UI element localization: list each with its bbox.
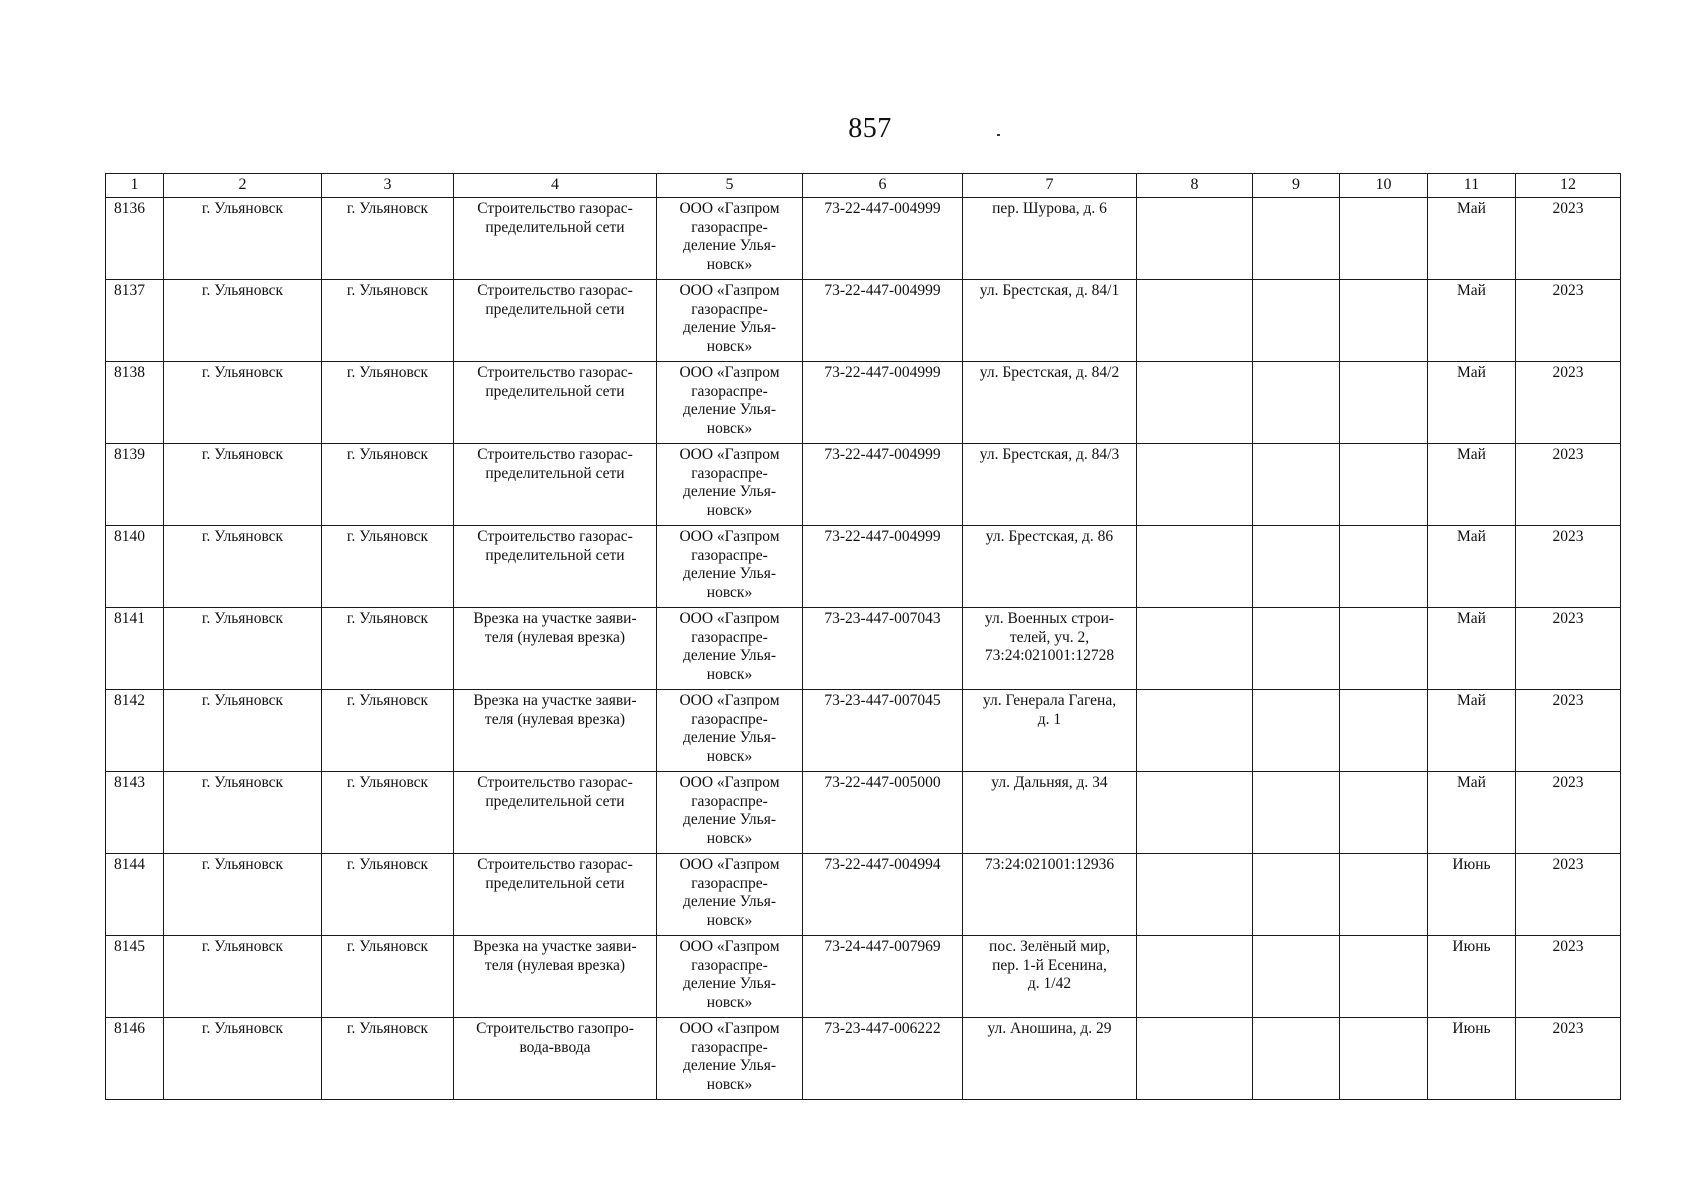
cell-col-8 (1137, 690, 1253, 772)
cell-work-type: Врезка на участке заяви- теля (нулевая врезка) (454, 690, 657, 772)
cell-col-10 (1340, 526, 1428, 608)
cell-year: 2023 (1516, 772, 1621, 854)
col-header: 6 (803, 174, 963, 198)
cell-col-9 (1253, 854, 1340, 936)
cell-municipality: г. Ульяновск (164, 772, 322, 854)
col-header: 10 (1340, 174, 1428, 198)
cell-settlement: г. Ульяновск (322, 936, 454, 1018)
cell-col-10 (1340, 198, 1428, 280)
cell-settlement: г. Ульяновск (322, 772, 454, 854)
cell-col-8 (1137, 362, 1253, 444)
cell-col-9 (1253, 936, 1340, 1018)
cell-address: ул. Брестская, д. 84/3 (963, 444, 1137, 526)
cell-address: ул. Генерала Гагена, д. 1 (963, 690, 1137, 772)
cell-col-10 (1340, 772, 1428, 854)
cell-col-8 (1137, 1018, 1253, 1100)
cell-organization: ООО «Газпром газораспре- деление Улья- новск» (657, 280, 803, 362)
cell-application-number: 73-22-447-004999 (803, 198, 963, 280)
cell-address: пос. Зелёный мир, пер. 1-й Есенина, д. 1/42 (963, 936, 1137, 1018)
cell-organization: ООО «Газпром газораспре- деление Улья- новск» (657, 608, 803, 690)
cell-month: Май (1428, 772, 1516, 854)
cell-month: Май (1428, 608, 1516, 690)
cell-month: Июнь (1428, 1018, 1516, 1100)
cell-application-number: 73-24-447-007969 (803, 936, 963, 1018)
table-row (106, 772, 1621, 854)
cell-col-9 (1253, 198, 1340, 280)
cell-municipality: г. Ульяновск (164, 444, 322, 526)
column-number-row (106, 174, 1621, 198)
cell-settlement: г. Ульяновск (322, 280, 454, 362)
table-row (106, 1018, 1621, 1100)
cell-col-10 (1340, 362, 1428, 444)
cell-application-number: 73-23-447-006222 (803, 1018, 963, 1100)
cell-settlement: г. Ульяновск (322, 854, 454, 936)
table-row (106, 936, 1621, 1018)
cell-col-9 (1253, 1018, 1340, 1100)
cell-application-number: 73-22-447-004999 (803, 526, 963, 608)
cell-record-number: 8143 (106, 772, 164, 854)
cell-work-type: Строительство газорас- пределительной сети (454, 362, 657, 444)
cell-work-type: Строительство газорас- пределительной сети (454, 444, 657, 526)
cell-record-number: 8136 (106, 198, 164, 280)
cell-record-number: 8137 (106, 280, 164, 362)
table-row (106, 690, 1621, 772)
col-header: 3 (322, 174, 454, 198)
col-header: 5 (657, 174, 803, 198)
cell-organization: ООО «Газпром газораспре- деление Улья- новск» (657, 936, 803, 1018)
cell-settlement: г. Ульяновск (322, 198, 454, 280)
cell-month: Май (1428, 198, 1516, 280)
cell-organization: ООО «Газпром газораспре- деление Улья- новск» (657, 526, 803, 608)
cell-work-type: Строительство газопро- вода-ввода (454, 1018, 657, 1100)
page-number: 857 (848, 113, 892, 144)
cell-application-number: 73-22-447-005000 (803, 772, 963, 854)
cell-application-number: 73-22-447-004999 (803, 362, 963, 444)
cell-record-number: 8145 (106, 936, 164, 1018)
table-row (106, 198, 1621, 280)
cell-col-8 (1137, 198, 1253, 280)
cell-col-8 (1137, 854, 1253, 936)
cell-year: 2023 (1516, 690, 1621, 772)
cell-municipality: г. Ульяновск (164, 608, 322, 690)
cell-application-number: 73-23-447-007045 (803, 690, 963, 772)
col-header: 4 (454, 174, 657, 198)
cell-month: Июнь (1428, 936, 1516, 1018)
cell-address: ул. Брестская, д. 84/2 (963, 362, 1137, 444)
cell-work-type: Строительство газорас- пределительной сети (454, 526, 657, 608)
cell-settlement: г. Ульяновск (322, 444, 454, 526)
col-header: 11 (1428, 174, 1516, 198)
cell-col-8 (1137, 772, 1253, 854)
cell-address: ул. Военных строи- телей, уч. 2, 73:24:021001:12728 (963, 608, 1137, 690)
cell-col-9 (1253, 280, 1340, 362)
cell-organization: ООО «Газпром газораспре- деление Улья- новск» (657, 772, 803, 854)
cell-application-number: 73-22-447-004999 (803, 280, 963, 362)
col-header: 9 (1253, 174, 1340, 198)
cell-municipality: г. Ульяновск (164, 362, 322, 444)
cell-col-9 (1253, 362, 1340, 444)
cell-work-type: Врезка на участке заяви- теля (нулевая врезка) (454, 936, 657, 1018)
cell-settlement: г. Ульяновск (322, 690, 454, 772)
cell-col-10 (1340, 936, 1428, 1018)
cell-record-number: 8140 (106, 526, 164, 608)
cell-record-number: 8138 (106, 362, 164, 444)
cell-work-type: Врезка на участке заяви- теля (нулевая врезка) (454, 608, 657, 690)
cell-municipality: г. Ульяновск (164, 690, 322, 772)
cell-address: ул. Брестская, д. 86 (963, 526, 1137, 608)
cell-col-8 (1137, 444, 1253, 526)
cell-col-8 (1137, 526, 1253, 608)
cell-record-number: 8142 (106, 690, 164, 772)
cell-settlement: г. Ульяновск (322, 1018, 454, 1100)
cell-settlement: г. Ульяновск (322, 362, 454, 444)
cell-month: Май (1428, 280, 1516, 362)
cell-record-number: 8141 (106, 608, 164, 690)
cell-municipality: г. Ульяновск (164, 198, 322, 280)
cell-year: 2023 (1516, 1018, 1621, 1100)
cell-year: 2023 (1516, 854, 1621, 936)
cell-municipality: г. Ульяновск (164, 936, 322, 1018)
table-row (106, 280, 1621, 362)
col-header: 2 (164, 174, 322, 198)
cell-application-number: 73-22-447-004999 (803, 444, 963, 526)
cell-col-10 (1340, 690, 1428, 772)
cell-record-number: 8144 (106, 854, 164, 936)
cell-col-10 (1340, 444, 1428, 526)
cell-organization: ООО «Газпром газораспре- деление Улья- новск» (657, 198, 803, 280)
col-header: 7 (963, 174, 1137, 198)
table-body (106, 198, 1621, 1100)
cell-col-10 (1340, 854, 1428, 936)
table-row (106, 362, 1621, 444)
col-header: 1 (106, 174, 164, 198)
table-row (106, 854, 1621, 936)
cell-col-10 (1340, 280, 1428, 362)
cell-organization: ООО «Газпром газораспре- деление Улья- новск» (657, 444, 803, 526)
cell-municipality: г. Ульяновск (164, 526, 322, 608)
cell-year: 2023 (1516, 362, 1621, 444)
cell-month: Май (1428, 362, 1516, 444)
cell-work-type: Строительство газорас- пределительной сети (454, 198, 657, 280)
cell-address: ул. Брестская, д. 84/1 (963, 280, 1137, 362)
cell-col-9 (1253, 772, 1340, 854)
cell-year: 2023 (1516, 526, 1621, 608)
cell-work-type: Строительство газорас- пределительной сети (454, 772, 657, 854)
cell-year: 2023 (1516, 280, 1621, 362)
cell-year: 2023 (1516, 444, 1621, 526)
cell-work-type: Строительство газорас- пределительной сети (454, 280, 657, 362)
table-row (106, 526, 1621, 608)
col-header: 12 (1516, 174, 1621, 198)
cell-address: ул. Дальняя, д. 34 (963, 772, 1137, 854)
cell-col-8 (1137, 936, 1253, 1018)
cell-municipality: г. Ульяновск (164, 854, 322, 936)
cell-month: Июнь (1428, 854, 1516, 936)
cell-col-9 (1253, 444, 1340, 526)
cell-col-9 (1253, 690, 1340, 772)
cell-organization: ООО «Газпром газораспре- деление Улья- новск» (657, 690, 803, 772)
cell-record-number: 8139 (106, 444, 164, 526)
cell-address: пер. Шурова, д. 6 (963, 198, 1137, 280)
cell-application-number: 73-23-447-007043 (803, 608, 963, 690)
cell-year: 2023 (1516, 936, 1621, 1018)
register-table (105, 173, 1621, 1100)
scan-speck (997, 134, 1000, 136)
cell-settlement: г. Ульяновск (322, 608, 454, 690)
col-header: 8 (1137, 174, 1253, 198)
cell-organization: ООО «Газпром газораспре- деление Улья- новск» (657, 1018, 803, 1100)
cell-address: ул. Аношина, д. 29 (963, 1018, 1137, 1100)
cell-col-8 (1137, 608, 1253, 690)
cell-col-10 (1340, 1018, 1428, 1100)
cell-year: 2023 (1516, 198, 1621, 280)
cell-year: 2023 (1516, 608, 1621, 690)
cell-municipality: г. Ульяновск (164, 280, 322, 362)
cell-settlement: г. Ульяновск (322, 526, 454, 608)
table-row (106, 608, 1621, 690)
cell-record-number: 8146 (106, 1018, 164, 1100)
cell-organization: ООО «Газпром газораспре- деление Улья- новск» (657, 362, 803, 444)
cell-month: Май (1428, 690, 1516, 772)
cell-application-number: 73-22-447-004994 (803, 854, 963, 936)
cell-work-type: Строительство газорас- пределительной сети (454, 854, 657, 936)
cell-col-8 (1137, 280, 1253, 362)
cell-organization: ООО «Газпром газораспре- деление Улья- новск» (657, 854, 803, 936)
cell-address: 73:24:021001:12936 (963, 854, 1137, 936)
cell-month: Май (1428, 444, 1516, 526)
cell-col-9 (1253, 608, 1340, 690)
cell-municipality: г. Ульяновск (164, 1018, 322, 1100)
cell-month: Май (1428, 526, 1516, 608)
cell-col-9 (1253, 526, 1340, 608)
cell-col-10 (1340, 608, 1428, 690)
table-row (106, 444, 1621, 526)
